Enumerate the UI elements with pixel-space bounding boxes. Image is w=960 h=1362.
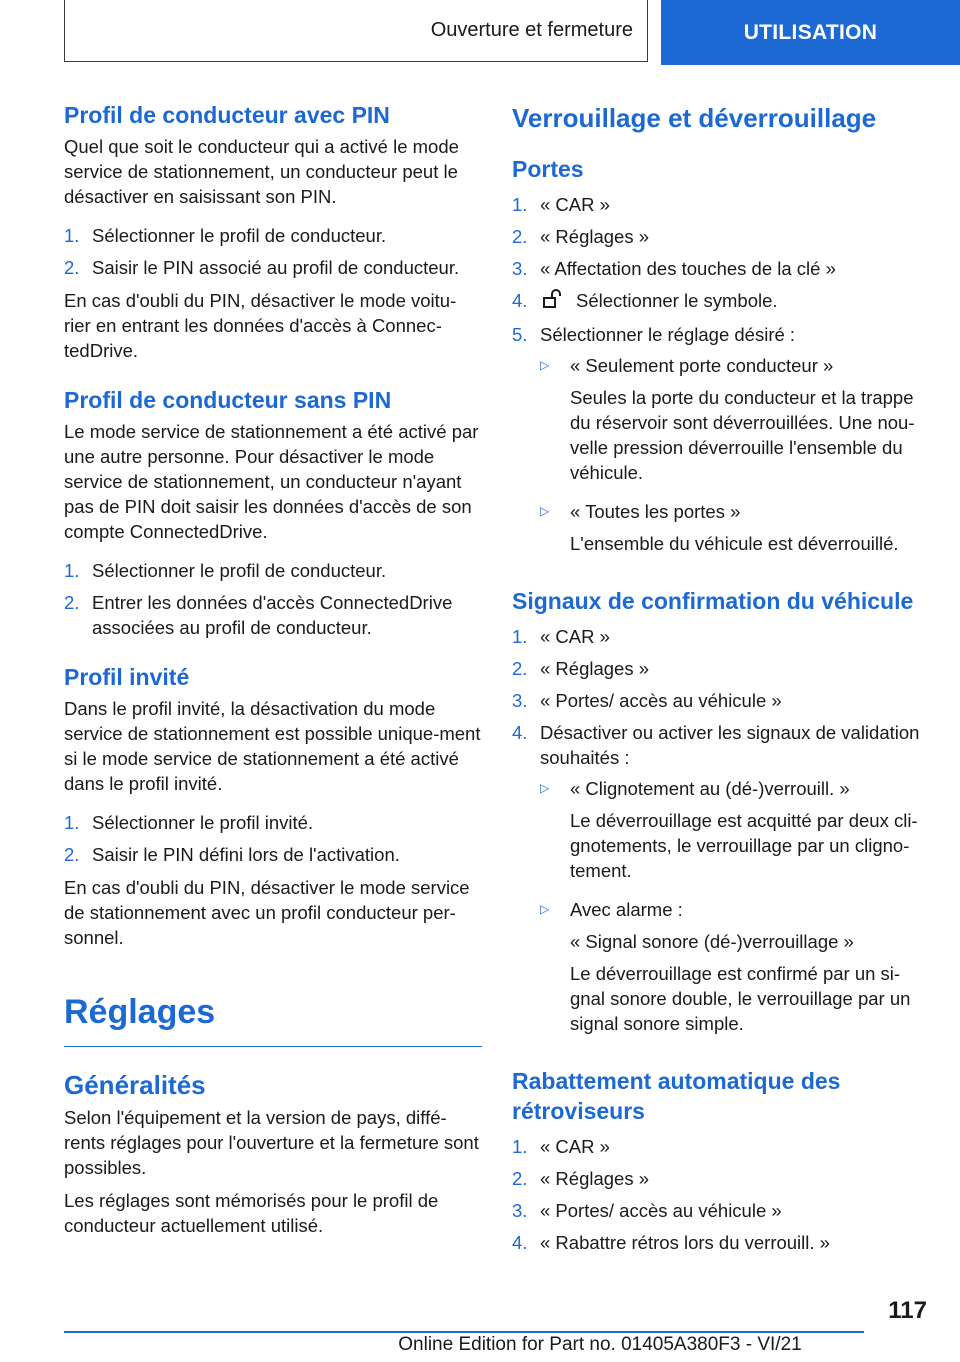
steps-list <box>512 624 932 1050</box>
section-title-nopin: Profil de conducteur sans PIN <box>64 387 392 413</box>
list-item: 2. Saisir le PIN associé au profil de conducteur. <box>64 257 460 278</box>
section-title-lock: Verrouillage et déverrouillage <box>512 103 877 133</box>
option-item: ▷ « Seulement porte conducteur » Seules la porte du conducteur et la trappe du réservoir sont déverrouillées. Une nou-velle pression déverrouille l'ensemble du véhicule. <box>540 353 932 492</box>
list-item: 1. « CAR » <box>512 626 610 648</box>
triangle-bullet-icon: ▷ <box>540 358 550 373</box>
options-list <box>540 776 932 1043</box>
footer-divider <box>64 1331 864 1333</box>
list-item: 5. Sélectionner le réglage désiré : ▷ « Seulement porte conducteur » Seules la porte du conducteur et la trappe du réservoir sont déverrouillées. Une nou-velle pression déverrouille l'ensemble du véhicule. ▷ « Toutes les portes » L'ensemble du véhicule est déverrouillé. <box>512 322 932 570</box>
section-title-signals: Signaux de confirmation du véhicule <box>512 588 914 615</box>
list-item: 2. Saisir le PIN défini lors de l'activation. <box>64 844 400 865</box>
triangle-bullet-icon: ▷ <box>540 504 550 519</box>
paragraph: Selon l'équipement et la version de pays, diffé-rents réglages pour l'ouverture et la fermeture sont possibles. <box>64 1107 479 1178</box>
list-item: 4. « Rabattre rétros lors du verrouill. » <box>512 1232 830 1254</box>
steps-list <box>512 192 932 570</box>
list-item: 2. « Réglages » <box>512 226 650 247</box>
paragraph: Quel que soit le conducteur qui a activé le mode service de stationnement, un conducteur peut le désactiver en saisissant son PIN. <box>64 136 459 207</box>
header-section-tab <box>64 0 648 62</box>
list-item: 3. « Portes/ accès au véhicule » <box>512 1200 782 1222</box>
list-item: 1. Sélectionner le profil de conducteur. <box>64 560 387 581</box>
steps-list <box>512 1134 932 1255</box>
list-item: 4. Sélectionner le symbole. <box>512 288 932 315</box>
paragraph: En cas d'oubli du PIN, désactiver le mode voitu-rier en entrant les données d'accès à Connec-tedDrive. <box>64 290 457 361</box>
unlock-icon <box>542 289 562 315</box>
list-item: 2. Entrer les données d'accès ConnectedDrive associées au profil de conducteur. <box>64 592 453 638</box>
list-item: 4. Désactiver ou activer les signaux de validation souhaités : ▷ « Clignotement au (dé-)verrouill. » Le déverrouillage est acquitté par deux cli-gnotements, le verrouillage par un cligno-tement. ▷ Avec alarme : « Signal sonore (dé-)verrouillage » Le déverrouillage est confirmé par un si-gnal sonore double, le verrouillage par un signal sonore simple. <box>512 720 932 1050</box>
section-title-guest: Profil invité <box>64 664 190 690</box>
triangle-bullet-icon: ▷ <box>540 902 550 917</box>
page-number: 117 <box>888 1297 927 1324</box>
subsection-title-doors: Portes <box>512 156 584 182</box>
section-title-general: Généralités <box>64 1070 206 1100</box>
steps-list <box>64 558 482 640</box>
steps-list <box>64 223 482 280</box>
options-list <box>540 353 932 563</box>
paragraph: Dans le profil invité, la désactivation du mode service de stationnement est possible unique-ment si le mode service de stationnement a été activé dans le profil invité. <box>64 698 481 794</box>
right-column <box>512 100 932 1263</box>
paragraph: Le mode service de stationnement a été activé par une autre personne. Pour désactiver le mode service de stationnement, un conducteur n'ayant pas de PIN doit saisir les données d'accès de son compte ConnectedDrive. <box>64 421 479 542</box>
list-item: 1. Sélectionner le profil invité. <box>64 812 314 833</box>
list-item: 2. « Réglages » <box>512 658 650 680</box>
option-item: ▷ « Toutes les portes » L'ensemble du véhicule est déverrouillé. <box>540 499 932 563</box>
triangle-bullet-icon: ▷ <box>540 781 550 796</box>
steps-list <box>64 810 482 867</box>
paragraph: Les réglages sont mémorisés pour le profil de conducteur actuellement utilisé. <box>64 1190 439 1236</box>
left-column <box>64 100 482 1246</box>
paragraph: En cas d'oubli du PIN, désactiver le mode service de stationnement avec un profil conducteur per-sonnel. <box>64 877 470 948</box>
header-chapter-tab <box>661 0 960 65</box>
list-item: 1. « CAR » <box>512 194 610 215</box>
option-item: ▷ Avec alarme : « Signal sonore (dé-)verrouillage » Le déverrouillage est confirmé par un si-gnal sonore double, le verrouillage par un signal sonore simple. <box>540 897 932 1043</box>
section-title-mirrors: Rabattement automatique des rétroviseurs <box>512 1068 841 1125</box>
chapter-title-settings: Réglages <box>64 988 482 1047</box>
list-item: 2. « Réglages » <box>512 1168 650 1190</box>
list-item: 1. « CAR » <box>512 1136 610 1158</box>
list-item: 1. Sélectionner le profil de conducteur. <box>64 225 387 246</box>
edition-note: Online Edition for Part no. 01405A380F3 - VI/21 <box>398 1334 802 1355</box>
header-section-title: Ouverture et fermeture <box>430 19 633 41</box>
section-title-pin: Profil de conducteur avec PIN <box>64 102 390 128</box>
list-item: 3. « Affectation des touches de la clé » <box>512 258 836 279</box>
header-chapter-title: UTILISATION <box>743 20 878 44</box>
list-item: 3. « Portes/ accès au véhicule » <box>512 690 782 712</box>
option-item: ▷ « Clignotement au (dé-)verrouill. » Le déverrouillage est acquitté par deux cli-gnotements, le verrouillage par un cligno-tement. <box>540 776 932 890</box>
